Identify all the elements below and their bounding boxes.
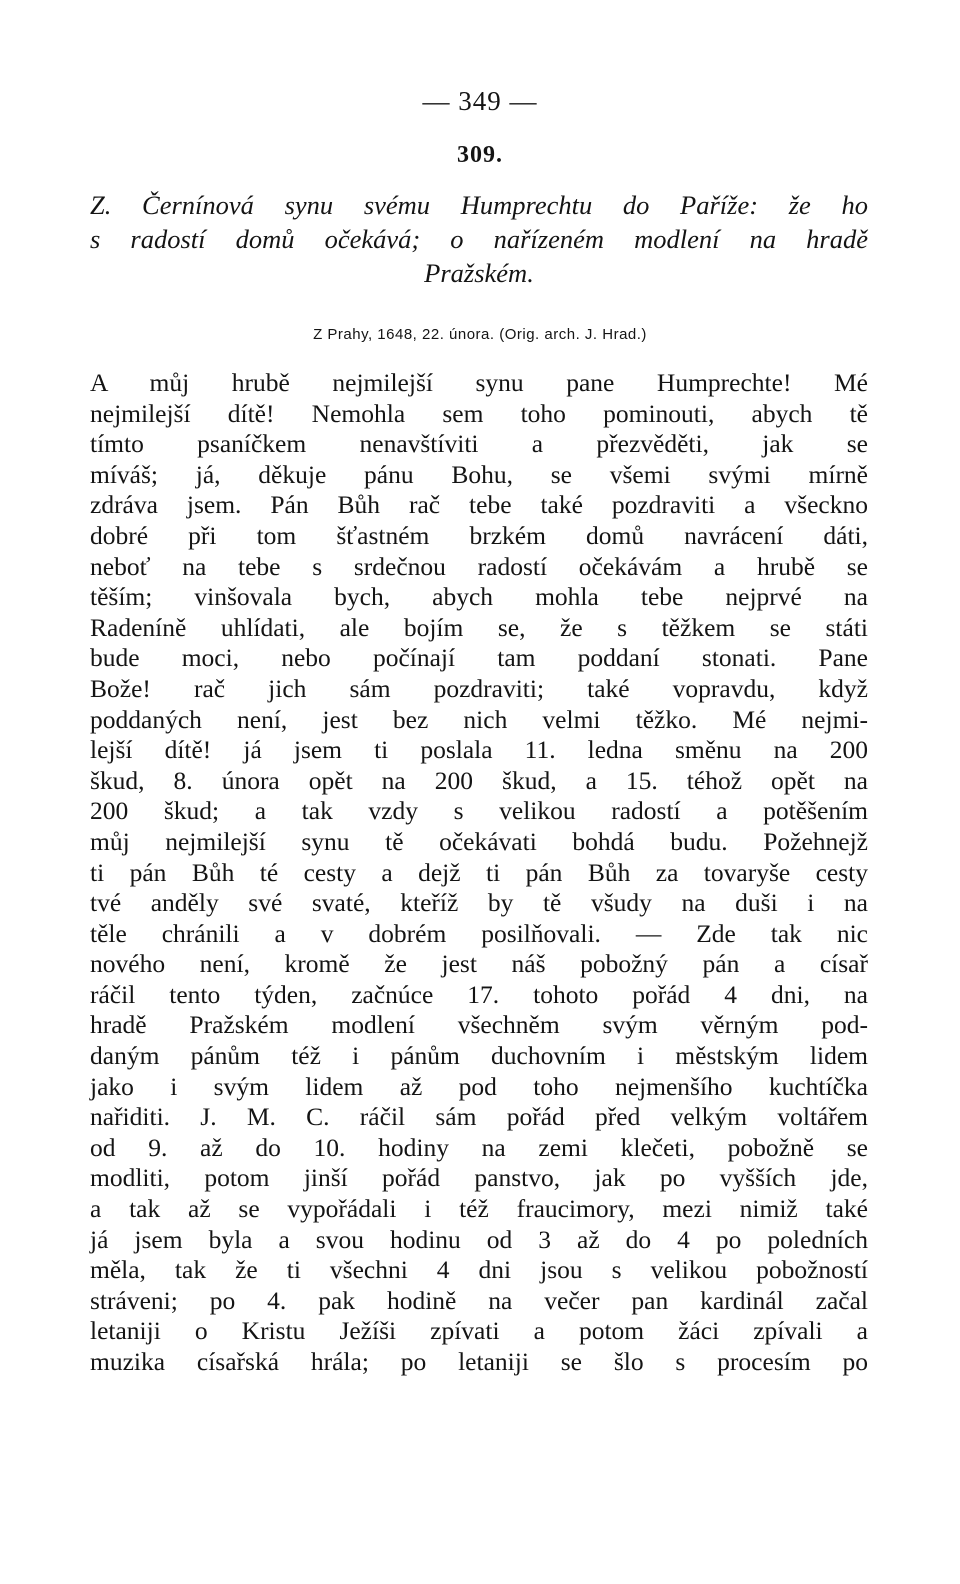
body-line: stráveni; po 4. pak hodině na večer pan kardinál začal (90, 1285, 868, 1315)
body-line: a tak až se vypořádali i též fraucimory, mezi nimiž také (90, 1194, 868, 1224)
body-line: bude moci, nebo počínají tam poddaní stonati. Pane (90, 643, 868, 673)
letter-body (90, 368, 868, 1378)
body-line: zdráva jsem. Pán Bůh rač tebe také pozdraviti a všeckno (90, 490, 868, 520)
body-line: dobré při tom šťastném brzkém domů navrácení dáti, (90, 520, 868, 550)
body-line: Radeníně uhlídati, ale bojím se, že s těžkem se státi (90, 612, 868, 642)
body-line: jako i svým lidem až pod toho nejmenšího kuchtíčka (90, 1071, 868, 1101)
dateline: Z Prahy, 1648, 22. února. (Orig. arch. J. Hrad.) (313, 326, 647, 343)
body-line: poddaných není, jest bez nich velmi těžko. Mé nejmi- (90, 704, 868, 734)
body-line: ráčil tento týden, začnúce 17. tohoto pořád 4 dni, na (90, 979, 868, 1009)
body-line: nového není, kromě že jest náš pobožný pán a císař (90, 949, 868, 979)
body-line: já jsem byla a svou hodinu od 3 až do 4 po poledních (90, 1224, 868, 1254)
body-line: A můj hrubě nejmilejší synu pane Humprechte! Mé (90, 368, 868, 397)
body-line: nejmilejší dítě! Nemohla sem toho pominouti, abych tě (90, 398, 868, 428)
page-number: — 349 — (422, 86, 538, 116)
body-line: těle chránili a v dobrém posilňovali. — Zde tak nic (90, 918, 868, 948)
body-line: neboť na tebe s srdečnou radostí očekávám a hrubě se (90, 551, 868, 581)
heading-line: Z. Černínová synu svému Humprechtu do Paříže: že ho (90, 190, 868, 220)
body-line: tvé anděly své svaté, kteříž by tě všudy na duši i na (90, 888, 868, 918)
body-line: škud, 8. února opět na 200 škud, a 15. téhož opět na (90, 765, 868, 795)
heading-line: Pražském. (424, 258, 534, 288)
body-line: letaniji o Kristu Ježíši zpívati a potom žáci zpívali a (90, 1316, 868, 1346)
heading-line: s radostí domů očekává; o nařízeném modlení na hradě (90, 224, 868, 254)
body-line: modliti, potom jinší pořád panstvo, jak po vyšších jde, (90, 1163, 868, 1193)
body-line: míváš; já, děkuje pánu Bohu, se všemi svými mírně (90, 459, 868, 489)
body-line: měla, tak že ti všechni 4 dni jsou s velikou pobožností (90, 1255, 868, 1285)
body-line: těším; vinšovala bych, abych mohla tebe nejprvé na (90, 582, 868, 612)
body-line: ti pán Bůh té cesty a dejž ti pán Bůh za tovaryše cesty (90, 857, 868, 887)
body-line: od 9. až do 10. hodiny na zemi klečeti, pobožně se (90, 1132, 868, 1162)
letter-heading (90, 188, 868, 290)
body-line: nařiditi. J. M. C. ráčil sám pořád před velkým voltářem (90, 1102, 868, 1132)
body-line: lejší dítě! já jsem ti poslala 11. ledna směnu na 200 (90, 735, 868, 765)
body-line: Bože! rač jich sám pozdraviti; také vopravdu, když (90, 673, 868, 703)
body-line: muzika císařská hrála; po letaniji se šlo s procesím po (90, 1347, 868, 1376)
body-line: hradě Pražském modlení všechněm svým věrným pod- (90, 1010, 868, 1040)
body-line: 200 škud; a tak vzdy s velikou radostí a potěšením (90, 796, 868, 826)
body-line: daným pánům též i pánům duchovním i městským lidem (90, 1041, 868, 1071)
body-line: tímto psaníčkem nenavštíviti a přezvěděti, jak se (90, 429, 868, 459)
letter-number: 309. (457, 142, 503, 168)
body-line: můj nejmilejší synu tě očekávati bohdá budu. Požehnejž (90, 826, 868, 856)
